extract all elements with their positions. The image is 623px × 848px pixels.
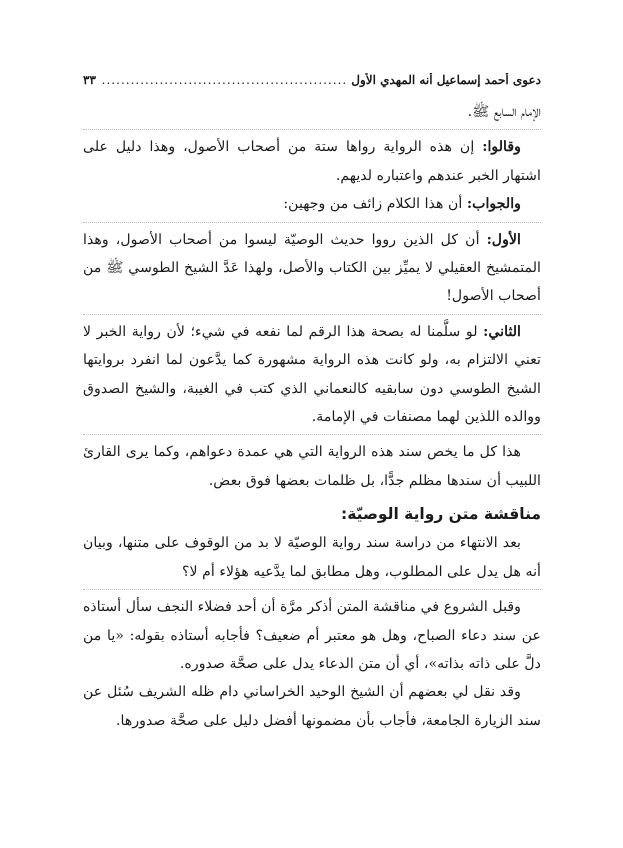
paragraph-1: الإمام السابع ﷺ. [467, 104, 541, 120]
page-number: ٣٣ [83, 73, 96, 87]
paragraph-5 [83, 314, 541, 432]
paragraph-9: وقد نقل لي بعضهم أن الشيخ الوحيد الخراساني دام ظله الشريف سُئل عن سند الزيارة الجامعة، فأجاب بأن مضمونها أفضل دليل على صحَّة صدورها. [83, 684, 541, 729]
header-leader-dots [100, 73, 347, 87]
paragraph-7: بعد الانتهاء من دراسة سند رواية الوصيّة لا بد من الوقوف على متنها، وبيان أنه هل يدل على المطلوب، وهل مطابق لما يدَّعيه هؤلاء أم لا؟ [83, 535, 541, 580]
paragraph-8: وقبل الشروع في مناقشة المتن أذكر مرَّة أن أحد فضلاء النجف سأل أستاذه عن سند دعاء الصباح، وهل هو معتبر أم ضعيف؟ فأجابه أستاذه بقوله: «يا من دلَّ على ذاته بذاته»، أي أن متن الدعاء يدل على صحَّة صدوره. [83, 589, 541, 678]
running-header [83, 73, 541, 93]
paragraph-3-text: أن هذا الكلام زائف من وجهين: [283, 196, 467, 213]
paragraph-4-text: أن كل الذين رووا حديث الوصيّة ليسوا من أصحاب الأصول، وهذا المتمشيخ العقيلي لا يميِّز بين الكتاب والأصل، ولهذا عَدَّ الشيخ الطوسي ﷺ من أصحاب الأصول! [83, 231, 541, 305]
paragraph-5-label: الثاني: [483, 323, 521, 340]
paragraph-5-text: لو سلَّمنا له بصحة هذا الرقم لما نفعه في شيء؛ لأن رواية الخبر لا تعني الالتزام به، ولو كانت هذه الرواية مشهورة كما يدَّعون لما انفرد بروايتها الشيخ الطوسي دون سابقيه كالنعماني الذي كتب في الغيبة، والشيخ الصدوق ووالده اللذين لهما مصنفات في الإمامة. [83, 323, 541, 426]
section-heading: مناقشة متن رواية الوصيّة: [341, 505, 541, 524]
paragraph-2-text: إن هذه الرواية رواها ستة من أصحاب الأصول، وهذا دليل على اشتهار الخبر عندهم واعتباره لديهم. [83, 139, 541, 184]
paragraph-3-label: والجواب: [466, 196, 521, 213]
paragraph-2 [83, 129, 541, 190]
body-text [83, 98, 541, 735]
paragraph-3 [83, 190, 541, 218]
paragraph-4-label: الأول: [486, 231, 521, 248]
paragraph-6: هذا كل ما يخص سند هذه الرواية التي هي عمدة دعواهم، وكما يرى القارئ اللبيب أن سندها مظلم جدًّا، بل ظلمات بعضها فوق بعض. [83, 434, 541, 495]
paragraph-2-label: وقالوا: [482, 139, 521, 156]
header-title: دعوى أحمد إسماعيل أنه المهدي الأول [351, 73, 541, 87]
paragraph-4 [83, 222, 541, 311]
